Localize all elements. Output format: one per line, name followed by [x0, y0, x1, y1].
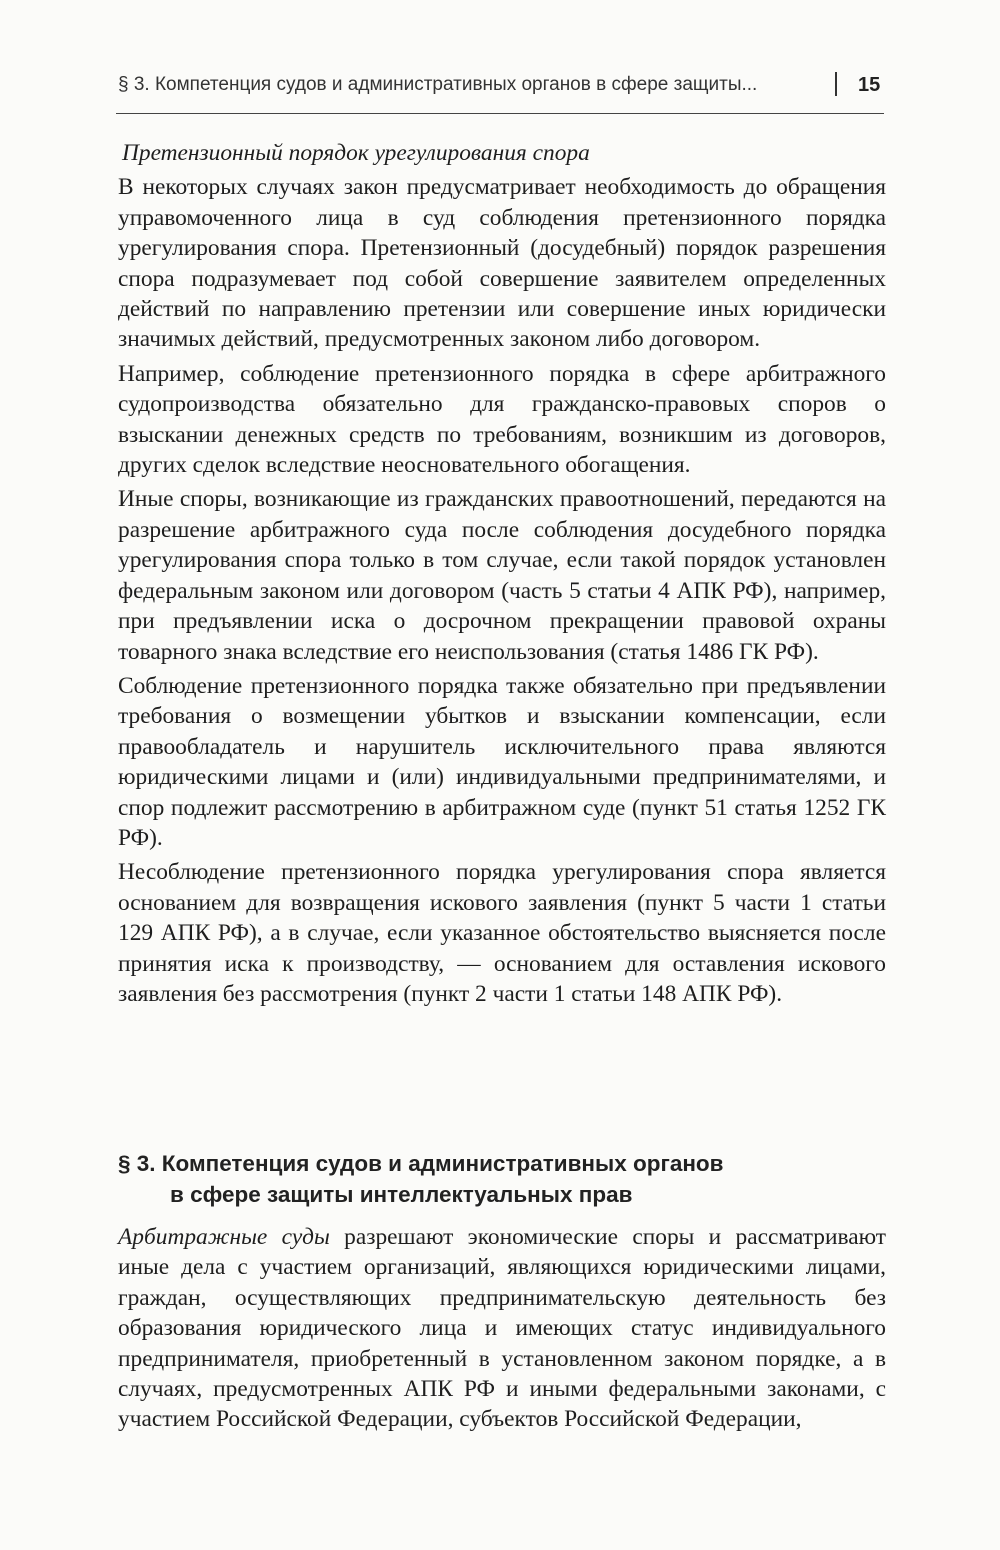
section3-intro-term: Арбитражные суды: [118, 1224, 330, 1250]
header-separator: [835, 72, 837, 96]
claims-section: [118, 138, 886, 1013]
header-rule: [116, 113, 884, 114]
section-heading-line-1: § 3. Компетенция судов и административных органов: [118, 1151, 724, 1176]
paragraph-2: Например, соблюдение претензионного порядка в сфере арбитражного судопроизводства обязательно для гражданско-правовых споров о взыскании денежных средств по требованиям, возникшим из договоров, других сделок вследствие неосновательного обогащения.: [118, 360, 886, 479]
claims-subheading: Претензионный порядок урегулирования спора: [122, 140, 590, 166]
running-title: § 3. Компетенция судов и административных органов в сфере защиты...: [118, 74, 758, 95]
section3-intro-text: разрешают экономические споры и рассматривают иные дела с участием организаций, являющихся юридическими лицами, граждан, осуществляющих предпринимательскую деятельность без образования юридического лица и имеющих статус индивидуального предпринимателя, приобретенный в установленном законом порядке, а в случаях, предусмотренных АПК РФ и иными федеральными законами, с участием Российской Федерации, субъектов Российской Федерации,: [118, 1224, 886, 1433]
section3-paragraph: [118, 1222, 886, 1435]
paragraph-4: Соблюдение претензионного порядка также обязательно при предъявлении требования о возмещении убытков и взыскании компенсации, если правообладатель и нарушитель исключительного права являются юридическими лицами и (или) индивидуальными предпринимателями, и спор подлежит рассмотрению в арбитражном суде (пункт 51 статья 1252 ГК РФ).: [118, 672, 886, 851]
section3-body: [118, 1222, 886, 1435]
paragraph-3: Иные споры, возникающие из гражданских правоотношений, передаются на разрешение арбитражного суда после соблюдения досудебного порядка урегулирования спора только в том случае, если такой порядок установлен федеральным законом или договором (часть 5 статьи 4 АПК РФ), например, при предъявлении иска о досрочном прекращении правовой охраны товарного знака вследствие его неиспользования (статья 1486 ГК РФ).: [118, 486, 886, 665]
section-heading: [118, 1148, 888, 1210]
page-number: 15: [858, 74, 881, 96]
paragraph-5: Несоблюдение претензионного порядка урегулирования спора является основанием для возвращения искового заявления (пункт 5 части 1 статьи 129 АПК РФ), а в случае, если указанное обстоятельство выясняется после принятия иска к производству, — основанием для оставления искового заявления без рассмотрения (пункт 2 части 1 статьи 148 АПК РФ).: [118, 859, 886, 1007]
running-header: [118, 74, 888, 104]
section-heading-line-2: в сфере защиты интеллектуальных прав: [170, 1182, 633, 1207]
paragraph-1: В некоторых случаях закон предусматривает необходимость до обращения управомоченного лица в суд соблюдения претензионного порядка урегулирования спора. Претензионный (досудебный) порядок разрешения спора подразумевает под собой совершение заявителем определенных действий по направлению претензии или совершение иных юридически значимых действий, предусмотренных законом либо договором.: [118, 174, 886, 353]
